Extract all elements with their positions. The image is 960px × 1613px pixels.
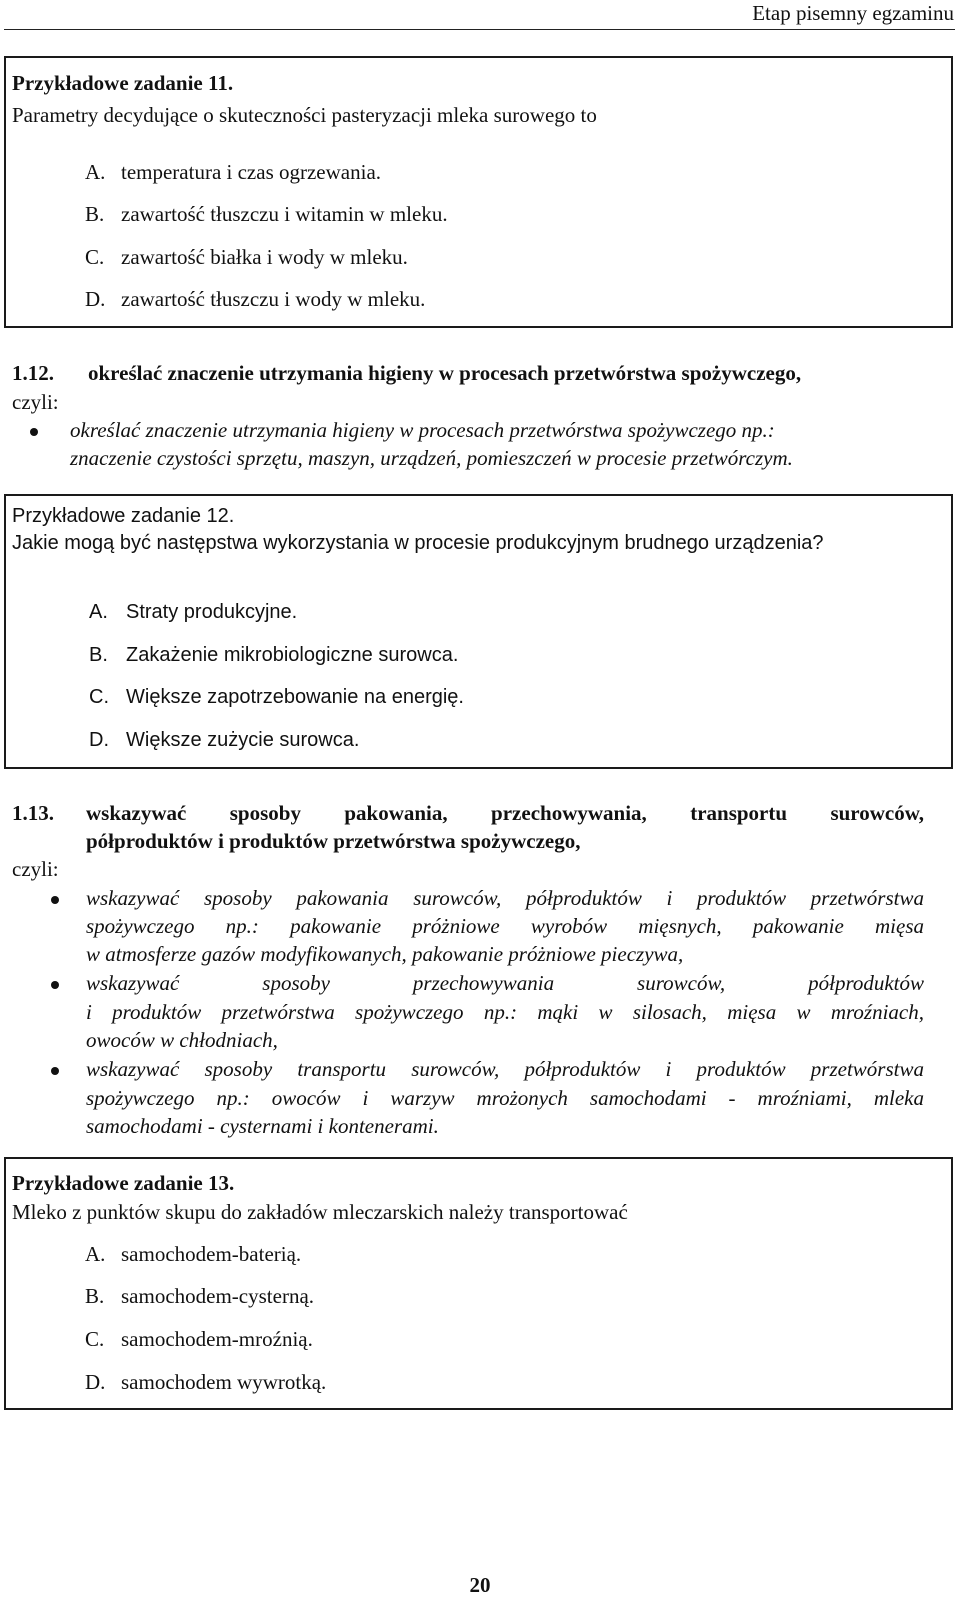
task-13-option-d: D. samochodem wywrotką.	[85, 1370, 327, 1394]
task-13-question: Mleko z punktów skupu do zakładów mleczarskich należy transportować	[12, 1200, 628, 1224]
task-12-option-a: A. Straty produkcyjne.	[89, 601, 298, 623]
task-12-option-c: C. Większe zapotrzebowanie na energię.	[89, 686, 464, 708]
section-1-13-bullet1-line3: w atmosferze gazów modyfikowanych, pakowanie próżniowe pieczywa,	[86, 942, 684, 966]
section-1-13-bullet3-line2: spożywczego np.: owoców i warzyw mrożonych samochodami - mroźniami, mleka	[86, 1086, 924, 1110]
section-1-13-bullet2-line1: wskazywać sposoby przechowywania surowców, półproduktów	[86, 971, 924, 995]
task-12-option-b: B. Zakażenie mikrobiologiczne surowca.	[89, 644, 459, 666]
task-11-title: Przykładowe zadanie 11.	[12, 71, 234, 95]
section-1-13-bullet2-line3: owoców w chłodniach,	[86, 1028, 278, 1052]
task-12-option-d: D. Większe zużycie surowca.	[89, 729, 360, 751]
section-1-12-heading: określać znaczenie utrzymania higieny w procesach przetwórstwa spożywczego,	[88, 361, 802, 385]
task-13-option-a: A. samochodem-baterią.	[85, 1242, 302, 1266]
section-1-12-bullet-line1: określać znaczenie utrzymania higieny w procesach przetwórstwa spożywczego np.:	[70, 418, 775, 442]
section-1-13-number: 1.13.	[12, 801, 54, 825]
task-11-option-a: A. temperatura i czas ogrzewania.	[85, 160, 382, 184]
bullet-icon	[51, 1067, 59, 1075]
bullet-icon	[51, 896, 59, 904]
section-1-13-bullet2-line2: i produktów przetwórstwa spożywczego np.: mąki w silosach, mięsa w mroźniach,	[86, 1000, 924, 1024]
page-number: 20	[469, 1573, 491, 1597]
section-1-13-heading-line2: półproduktów i produktów przetwórstwa spożywczego,	[86, 829, 581, 853]
task-12-question: Jakie mogą być następstwa wykorzystania w procesie produkcyjnym brudnego urządzenia?	[12, 532, 824, 554]
section-1-13-bullet3-line1: wskazywać sposoby transportu surowców, półproduktów i produktów przetwórstwa	[86, 1057, 924, 1081]
section-1-13-bullet1-line2: spożywczego np.: pakowanie próżniowe wyrobów mięsnych, pakowanie mięsa	[86, 914, 924, 938]
task-13-option-c: C. samochodem-mroźnią.	[85, 1327, 313, 1351]
header-title: Etap pisemny egzaminu	[752, 1, 954, 25]
task-13-title: Przykładowe zadanie 13.	[12, 1171, 235, 1195]
task-11-option-b: B. zawartość tłuszczu i witamin w mleku.	[85, 202, 448, 226]
section-1-12-czyli: czyli:	[12, 390, 59, 414]
bullet-icon	[30, 428, 38, 436]
task-11-question: Parametry decydujące o skuteczności pasteryzacji mleka surowego to	[12, 103, 597, 127]
section-1-13-czyli: czyli:	[12, 857, 59, 881]
task-12-title: Przykładowe zadanie 12.	[12, 505, 235, 527]
section-1-13-bullet3-line3: samochodami - cysternami i kontenerami.	[86, 1114, 439, 1138]
task-13-option-b: B. samochodem-cysterną.	[85, 1284, 315, 1308]
section-1-12-number: 1.12.	[12, 361, 54, 385]
task-11-option-c: C. zawartość białka i wody w mleku.	[85, 245, 408, 269]
task-11-option-d: D. zawartość tłuszczu i wody w mleku.	[85, 287, 426, 311]
section-1-13-heading-line1: wskazywać sposoby pakowania, przechowywania, transportu surowców,	[86, 801, 924, 825]
section-1-12-bullet-line2: znaczenie czystości sprzętu, maszyn, urządzeń, pomieszczeń w procesie przetwórczym.	[70, 446, 793, 470]
bullet-icon	[51, 981, 59, 989]
section-1-13-bullet1-line1: wskazywać sposoby pakowania surowców, półproduktów i produktów przetwórstwa	[86, 886, 924, 910]
